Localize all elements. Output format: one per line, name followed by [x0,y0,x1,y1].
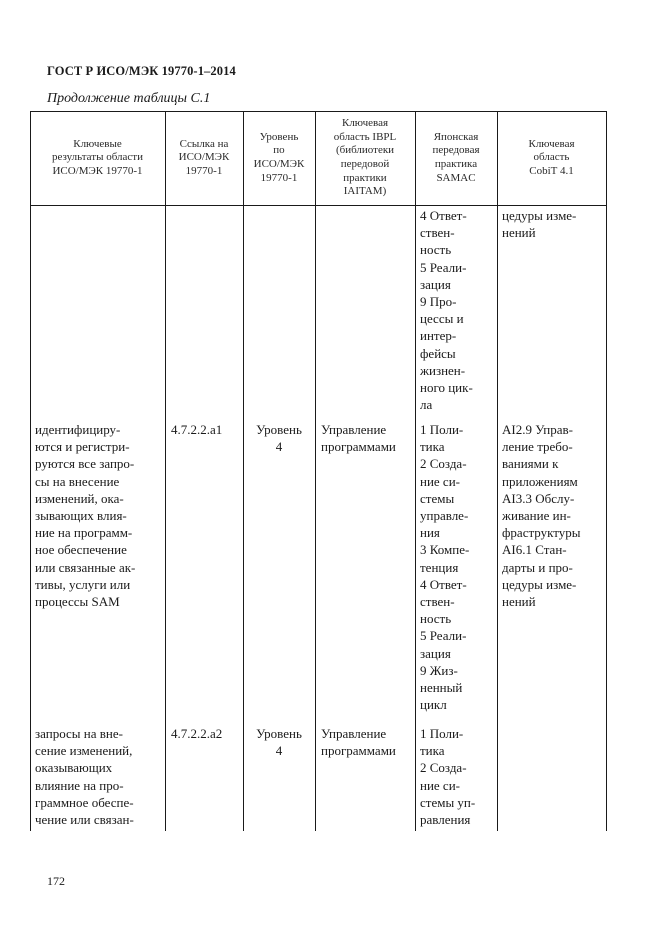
level-cell: Уровень 4 [256,422,302,455]
header-reference: Ссылка на ИСО/МЭК 19770-1 [178,137,230,177]
header-level: Уровень по ИСО/МЭК 19770-1 [253,130,305,184]
cobit-cell-continued: цедуры изме- нений [502,208,577,241]
level-cell: Уровень 4 [256,726,302,759]
key-result-cell: запросы на вне- сение изменений, оказывающих влияние на про- граммное обеспе- чение или связан- [35,726,134,828]
page-number: 172 [47,874,65,888]
key-result-cell: идентифициру- ются и регистри- руются все запро- сы на внесение изменений, ока- зывающих влия- ние на программ- ное обеспечение или связанные ак- тивы, услуги или процессы SAM [35,422,136,610]
samac-cell: 1 Поли- тика 2 Созда- ние си- стемы управле- ния 3 Компе- тенция 4 Ответ- ствен- ность 5 Реали- зация 9 Жиз- ненный цикл [420,422,470,713]
column-divider [243,111,244,831]
header-samac: Японская передовая практика SAMAC [432,130,480,184]
column-divider [415,111,416,831]
header-key-results: Ключевые результаты области ИСО/МЭК 19770-1 [52,137,143,177]
comparison-table [30,111,607,831]
table-right-border [606,111,607,831]
header-bottom-border [30,205,607,206]
column-divider [497,111,498,831]
samac-cell: 1 Поли- тика 2 Созда- ние си- стемы уп- равления [420,726,476,828]
cobit-cell: AI2.9 Управ- ление требо- ваниями к приложениям AI3.3 Обслу- живание ин- фраструктуры AI6.1 Стан- дарты и про- цедуры изме- нений [502,422,581,610]
column-divider [315,111,316,831]
reference-cell: 4.7.2.2.a2 [171,726,223,741]
standard-title: ГОСТ Р ИСО/МЭК 19770-1–2014 [47,64,236,78]
table-continuation-caption: Продолжение таблицы С.1 [47,91,211,106]
ibpl-cell: Управление программами [321,422,396,455]
ibpl-cell: Управление программами [321,726,396,759]
table-left-border [30,111,31,831]
samac-cell-continued: 4 Ответ- ствен- ность 5 Реали- зация 9 Про- цессы и интер- фейсы жизнен- ного цик- ла [420,208,473,413]
header-ibpl: Ключевая область IBPL (библиотеки передовой практики IAITAM) [333,117,397,198]
header-cobit: Ключевая область CobiT 4.1 [528,137,575,177]
column-divider [165,111,166,831]
reference-cell: 4.7.2.2.a1 [171,422,223,437]
